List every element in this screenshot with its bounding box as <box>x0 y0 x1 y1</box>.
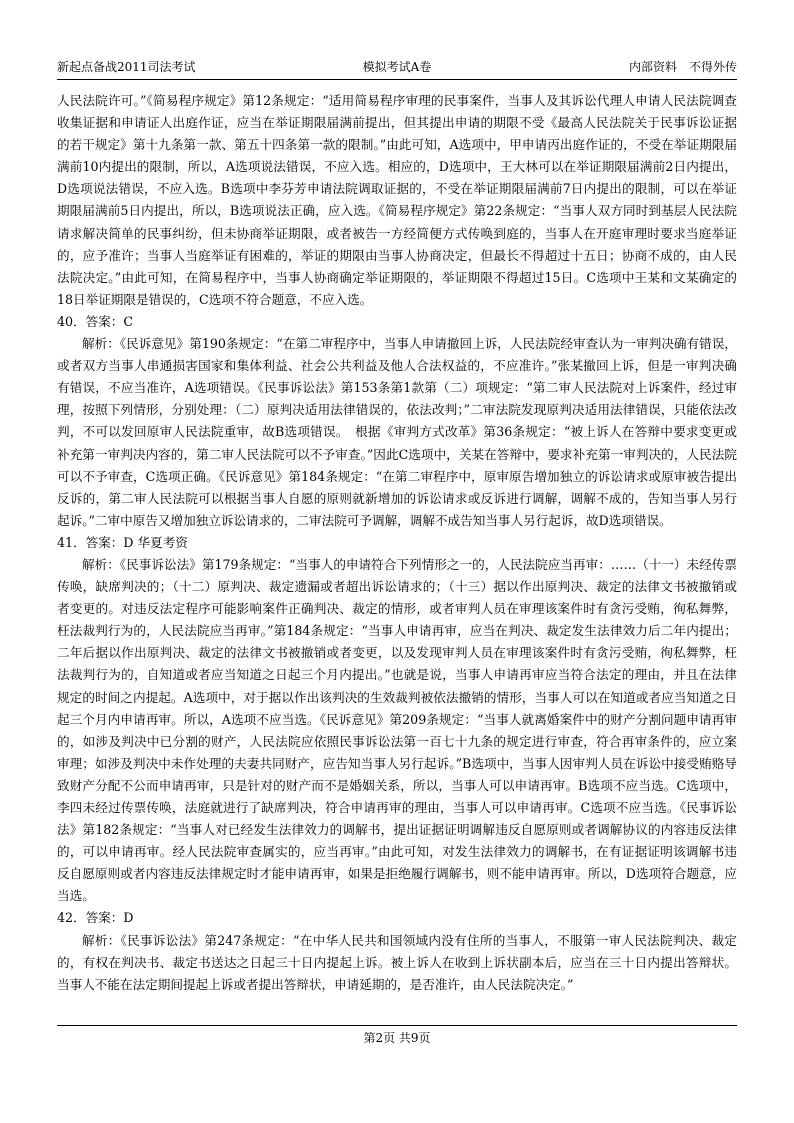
page-number: 第2页 共9页 <box>363 1031 431 1045</box>
answer-42-heading: 42．答案：D <box>57 910 134 926</box>
answer-40-analysis: 解析：《民诉意见》第190条规定：“在第二审程序中，当事人申请撤回上诉，人民法院经审查认为一审判决确有错误，或者双方当事人串通损害国家和集体利益、社会公共利益及他人合法权益的，不应准许。”张某撤回上诉，但是一审判决确有错误，不应当准许，A选项错误。《民事诉讼法》第153条第1款第（二）项规定：“第二审人民法院对上诉案件，经过审理，按照下列情形，分别处理：（二）原判决适用法律错误的，依法改判；”二审法院发现原判决适用法律错误，只能依法改判，不可以发回原审人民法院重审，故B选项错误。 根据《审判方式改革》第36条规定：“被上诉人在答辩中要求变更或补充第一审判决内容的，第二审人民法院可以不予审查。”因此C选项中，关某在答辩中，要求补充第一审判决的，人民法院可以不予审查，C选项正确。《民诉意见》第184条规定：“在第二审程序中，原审原告增加独立的诉讼请求或原审被告提出反诉的，第二审人民法院可以根据当事人自愿的原则就新增加的诉讼请求或反诉进行调解，调解不成的，告知当事人另行起诉。”二审中原告又增加独立诉讼请求的，二审法院可予调解，调解不成告知当事人另行起诉，故D选项错误。 <box>57 336 737 528</box>
header-divider <box>57 79 737 80</box>
header-exam-title: 模拟考试A卷 <box>362 60 432 74</box>
document-body <box>57 90 737 996</box>
answer-40-heading: 40．答案：C <box>57 313 134 329</box>
answer-41-heading: 41．答案：D 华夏考资 <box>57 534 188 550</box>
answer-41-analysis: 解析：《民事诉讼法》第179条规定：“当事人的申请符合下列情形之一的，人民法院应当再审：……（十一）未经传票传唤，缺席判决的；（十二）原判决、裁定遗漏或者超出诉讼请求的；（十三）据以作出原判决、裁定的法律文书被撤销或者变更的。对违反法定程序可能影响案件正确判决、裁定的情形，或者审判人员在审理该案件时有贪污受贿，徇私舞弊，枉法裁判行为的，人民法院应当再审。”第184条规定：“当事人申请再审，应当在判决、裁定发生法律效力后二年内提出；二年后据以作出原判决、裁定的法律文书被撤销或者变更，以及发现审判人员在审理该案件时有贪污受贿，徇私舞弊，枉法裁判行为的，自知道或者应当知道之日起三个月内提出。”也就是说，当事人申请再审应当符合法定的理由，并且在法律规定的时间之内提起。A选项中，对于据以作出该判决的生效裁判被依法撤销的情形，当事人可以在知道或者应当知道之日起三个月内申请再审。所以，A选项不应当选。《民诉意见》第209条规定：“当事人就离婚案件中的财产分割问题申请再审的，如涉及判决中已分割的财产，人民法院应依照民事诉讼法第一百七十九条的规定进行审查，符合再审条件的，应立案审理；如涉及判决中未作处理的夫妻共同财产，应告知当事人另行起诉。”B选项中，当事人因审判人员在诉讼中接受贿赂导致财产分配不公而申请再审，只是针对的财产而不是婚姻关系，所以，当事人可以申请再审。B选项不应当选。C选项中，李四未经过传票传唤，法庭就进行了缺席判决，符合申请再审的理由，当事人可以申请再审。C选项不应当选。《民事诉讼法》第182条规定：“当事人对已经发生法律效力的调解书，提出证据证明调解违反自愿原则或者调解协议的内容违反法律的，可以申请再审。经人民法院审查属实的，应当再审。”由此可知，对发生法律效力的调解书，在有证据证明该调解书违反自愿原则或者内容违反法律规定时才能申请再审，如果是拒绝履行调解书，则不能申请再审。所以，D选项符合题意，应当选。 <box>57 556 737 904</box>
page-header <box>57 57 737 77</box>
header-confidential-note: 内部资料 不得外传 <box>628 60 737 74</box>
header-left-title: 新起点备战2011司法考试 <box>57 60 196 74</box>
answer-42-analysis: 解析：《民事诉讼法》第247条规定：“在中华人民共和国领域内没有住所的当事人，不服第一审人民法院判决、裁定的，有权在判决书、裁定书送达之日起三十日内提起上诉。被上诉人在收到上诉状副本后，应当在三十日内提出答辩状。当事人不能在法定期间提起上诉或者提出答辩状，申请延期的，是否准许，由人民法院决定。” <box>57 932 737 992</box>
footer-divider <box>57 1025 737 1026</box>
paragraph-continuation: 人民法院许可。”《简易程序规定》第12条规定：“适用简易程序审理的民事案件，当事人及其诉讼代理人申请人民法院调查收集证据和申请证人出庭作证，应当在举证期限届满前提出，但其提出申请的期限不受《最高人民法院关于民事诉讼证据的若干规定》第十九条第一款、第五十四条第一款的限制。”由此可知，A选项中，甲申请丙出庭作证的，不受在举证期限届满前10内提出的限制，所以，A选项说法错误，不应入选。相应的，D选项中，王大林可以在举证期限届满前2日内提出，D选项说法错误，不应入选。B选项中李芬芳申请法院调取证据的，不受在举证期限届满前7日内提出的限制，可以在举证期限届满前5日内提出，所以，B选项说法正确，应入选。《简易程序规定》第22条规定：“当事人双方同时到基层人民法院请求解决简单的民事纠纷，但未协商举证期限，或者被告一方经简便方式传唤到庭的，当事人在开庭审理时要求当庭举证的，应予准许；当事人当庭举证有困难的，举证的期限由当事人协商决定，但最长不得超过十五日；协商不成的，由人民法院决定。”由此可知，在简易程序中，当事人协商确定举证期限的，举证期限不得超过15日。C选项中王某和文某确定的18日举证期限是错误的，C选项不符合题意，不应入选。 <box>57 93 737 307</box>
